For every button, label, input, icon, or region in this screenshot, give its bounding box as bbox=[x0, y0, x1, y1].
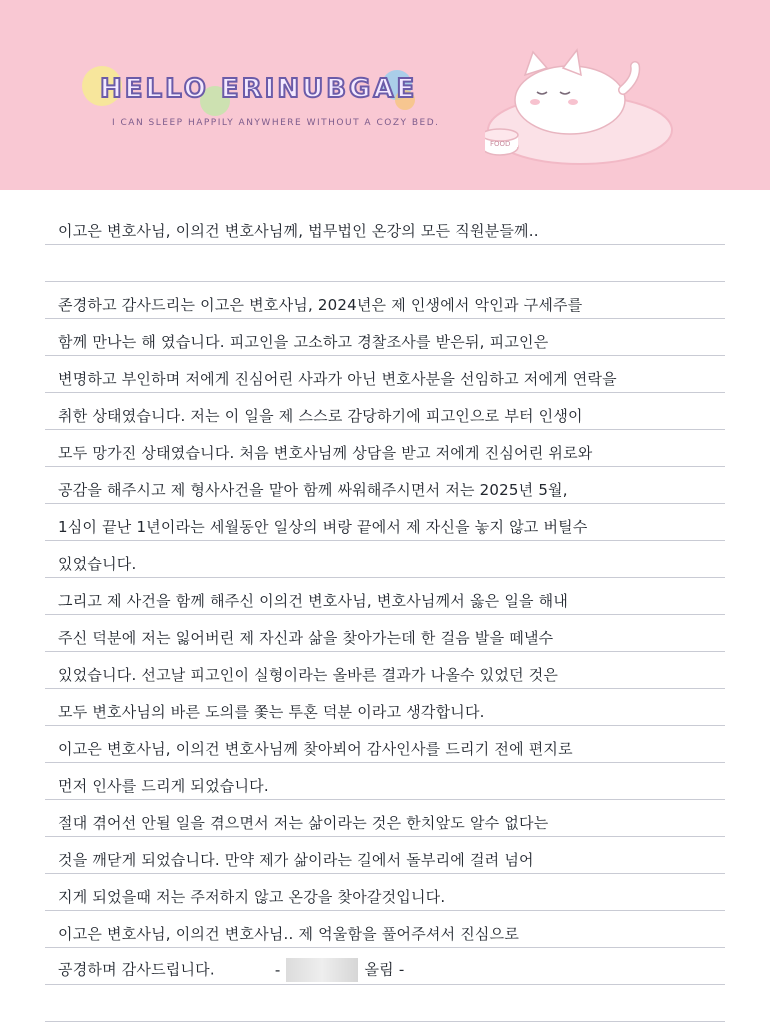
ruled-line bbox=[45, 281, 725, 282]
closing-greeting: 공경하며 감사드립니다. bbox=[58, 960, 215, 979]
sleeping-cat-illustration bbox=[485, 30, 675, 170]
ruled-line bbox=[45, 910, 725, 911]
ruled-line bbox=[45, 688, 725, 689]
ruled-line bbox=[45, 540, 725, 541]
ruled-line bbox=[45, 762, 725, 763]
redacted-signature bbox=[286, 958, 358, 982]
ruled-line bbox=[45, 799, 725, 800]
ruled-line bbox=[45, 244, 725, 245]
letter-line: 함께 만나는 해 였습니다. 피고인을 고소하고 경찰조사를 받은뒤, 피고인은 bbox=[58, 333, 549, 351]
letter-line: 지게 되었을때 저는 주저하지 않고 온강을 찾아갈것입니다. bbox=[58, 888, 446, 906]
letterhead-banner bbox=[0, 0, 770, 190]
ruled-line bbox=[45, 651, 725, 652]
letter-line: 이고은 변호사님, 이의건 변호사님께 찾아뵈어 감사인사를 드리기 전에 편지로 bbox=[58, 740, 573, 758]
ruled-line bbox=[45, 355, 725, 356]
ruled-line bbox=[45, 873, 725, 874]
closing-line bbox=[58, 958, 404, 982]
letter-line: 모두 변호사님의 바른 도의를 쫓는 투혼 덕분 이라고 생각합니다. bbox=[58, 703, 485, 721]
letter-line: 있었습니다. bbox=[58, 555, 137, 573]
closing-signoff: 올림 - bbox=[364, 960, 405, 979]
ruled-line bbox=[45, 392, 725, 393]
ruled-line bbox=[45, 947, 725, 948]
food-bowl-label: FOOD bbox=[490, 140, 511, 148]
letter-line: 모두 망가진 상태였습니다. 처음 변호사님께 상담을 받고 저에게 진심어린 위로와 bbox=[58, 444, 593, 462]
letter-line: 그리고 제 사건을 함께 해주신 이의건 변호사님, 변호사님께서 옳은 일을 해내 bbox=[58, 592, 569, 610]
letter-line: 존경하고 감사드리는 이고은 변호사님, 2024년은 제 인생에서 악인과 구세주를 bbox=[58, 296, 583, 314]
ruled-line bbox=[45, 1021, 725, 1022]
letter-line: 이고은 변호사님, 이의건 변호사님.. 제 억울함을 풀어주셔서 진심으로 bbox=[58, 925, 520, 943]
brand-title: HELLO ERINUBGAE bbox=[100, 74, 418, 104]
letter-line: 공감을 해주시고 제 형사사건을 맡아 함께 싸워해주시면서 저는 2025년 5월, bbox=[58, 481, 568, 499]
letter-line: 먼저 인사를 드리게 되었습니다. bbox=[58, 777, 269, 795]
letter-line: 이고은 변호사님, 이의건 변호사님께, 법무법인 온강의 모든 직원분들께.. bbox=[58, 222, 539, 240]
ruled-line bbox=[45, 429, 725, 430]
ruled-line bbox=[45, 466, 725, 467]
letter-line: 절대 겪어선 안될 일을 겪으면서 저는 삶이라는 것은 한치앞도 알수 없다는 bbox=[58, 814, 549, 832]
letter-line: 있었습니다. 선고날 피고인이 실형이라는 올바른 결과가 나올수 있었던 것은 bbox=[58, 666, 559, 684]
closing-dash: - bbox=[274, 960, 281, 979]
brand-tagline: I CAN SLEEP HAPPILY ANYWHERE WITHOUT A COZY BED. bbox=[112, 118, 440, 128]
ruled-line bbox=[45, 318, 725, 319]
ruled-line bbox=[45, 503, 725, 504]
letter-body bbox=[0, 190, 770, 1024]
ruled-line bbox=[45, 836, 725, 837]
letter-line: 것을 깨닫게 되었습니다. 만약 제가 삶이라는 길에서 돌부리에 걸려 넘어 bbox=[58, 851, 534, 869]
letter-line: 1심이 끝난 1년이라는 세월동안 일상의 벼랑 끝에서 제 자신을 놓지 않고 버틸수 bbox=[58, 518, 588, 536]
ruled-line bbox=[45, 984, 725, 985]
letter-line: 취한 상태였습니다. 저는 이 일을 제 스스로 감당하기에 피고인으로 부터 인생이 bbox=[58, 407, 583, 425]
ruled-line bbox=[45, 577, 725, 578]
ruled-line bbox=[45, 614, 725, 615]
ruled-line bbox=[45, 725, 725, 726]
letter-line: 주신 덕분에 저는 잃어버린 제 자신과 삶을 찾아가는데 한 걸음 발을 떼낼수 bbox=[58, 629, 554, 647]
letter-line: 변명하고 부인하며 저에게 진심어린 사과가 아닌 변호사분을 선임하고 저에게 연락을 bbox=[58, 370, 617, 388]
